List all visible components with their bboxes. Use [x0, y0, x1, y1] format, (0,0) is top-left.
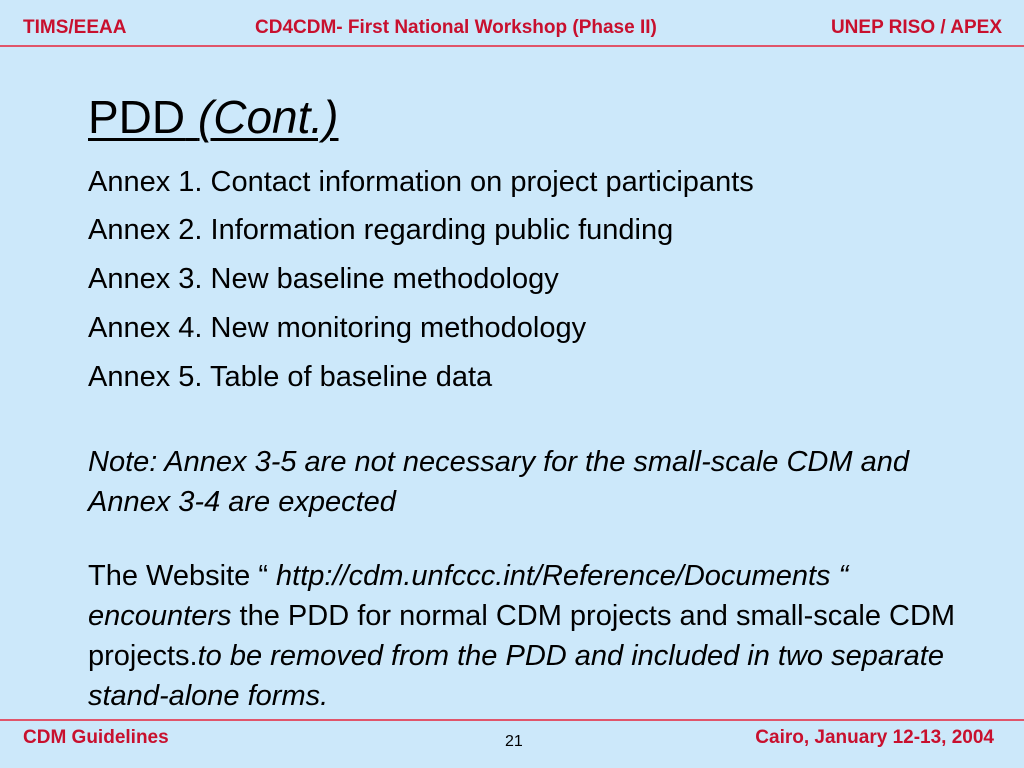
- slide-title-sub: (Cont.): [197, 91, 339, 143]
- annex-item-2: Annex 2. Information regarding public funding: [88, 214, 674, 246]
- page-number: 21: [505, 733, 523, 750]
- annex-item-3: Annex 3. New baseline methodology: [88, 263, 559, 295]
- header-workshop-title: CD4CDM- First National Workshop (Phase II): [255, 17, 657, 38]
- website-paragraph: [88, 556, 978, 716]
- slide-header: [0, 0, 1024, 46]
- website-prefix: The Website “: [88, 560, 277, 592]
- header-right-org: UNEP RISO / APEX: [830, 17, 1002, 38]
- footer-left-title: CDM Guidelines: [23, 727, 169, 748]
- footer-divider: [0, 719, 1024, 721]
- annex-item-5: Annex 5. Table of baseline data: [88, 361, 493, 393]
- website-url[interactable]: http://cdm.unfccc.int/Reference/Documents “ encounters: [88, 560, 849, 632]
- annex-item-4: Annex 4. New monitoring methodology: [88, 312, 587, 344]
- website-middle: the PDD for normal CDM projects and small-scale CDM projects.: [88, 600, 956, 672]
- header-left-org: TIMS/EEAA: [23, 17, 127, 38]
- header-divider: [0, 45, 1024, 47]
- slide-title-main: PDD: [88, 91, 186, 143]
- slide-title: [88, 90, 339, 144]
- website-suffix: to be removed from the PDD and included in two separate stand-alone forms.: [88, 640, 944, 712]
- note-paragraph: Note: Annex 3-5 are not necessary for the small-scale CDM and Annex 3-4 are expected: [88, 446, 909, 518]
- annex-item-1: Annex 1. Contact information on project participants: [88, 166, 754, 198]
- footer-right-date: Cairo, January 12-13, 2004: [755, 727, 994, 748]
